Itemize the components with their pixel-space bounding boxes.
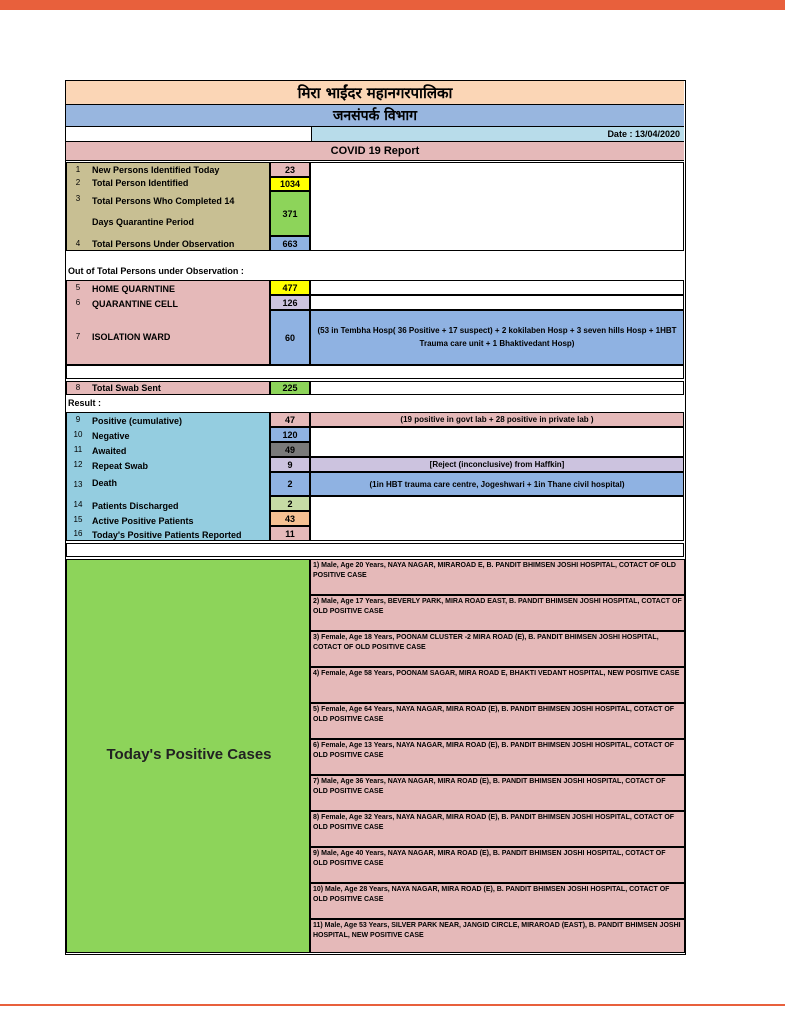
row-num: 6: [75, 298, 81, 308]
swab-note: [310, 381, 684, 395]
result-label: Active Positive Patients: [92, 515, 194, 526]
covid-report-sheet: [65, 80, 686, 955]
summary-label-line1: Total Persons Who Completed 14: [92, 195, 235, 206]
top-accent-bar: [0, 0, 785, 10]
observation-heading: Out of Total Persons under Observation :: [68, 266, 244, 276]
result-note: (1in HBT trauma care centre, Jogeshwari + 1in Thane civil hospital): [310, 472, 684, 496]
blank-row: [66, 365, 684, 379]
observation-value: 60: [270, 310, 310, 365]
result-value: 9: [270, 457, 310, 472]
case-entry: 11) Male, Age 53 Years, SILVER PARK NEAR, JANGID CIRCLE, MIRAROAD (EAST), B. PANDIT BHIMSEN JOSHI HOSPITAL, NEW POSITIVE CASE: [310, 919, 685, 953]
department-title: जनसंपर्क विभाग: [66, 105, 684, 127]
observation-label: ISOLATION WARD: [92, 331, 171, 342]
blank-row: [66, 543, 684, 557]
row-num: 5: [75, 283, 81, 293]
isolation-ward-note: (53 in Tembha Hosp( 36 Positive + 17 suspect) + 2 kokilaben Hosp + 3 seven hills Hosp + 1HBT Trauma care unit + 1 Bhaktivedant Hosp): [310, 310, 684, 365]
row-num: 12: [73, 460, 83, 470]
observation-note: [310, 280, 684, 295]
case-entry: 2) Male, Age 17 Years, BEVERLY PARK, MIRA ROAD EAST, B. PANDIT BHIMSEN JOSHI HOSPITAL, COTACT OF OLD POSITIVE CASE: [310, 595, 685, 631]
result-value: 11: [270, 526, 310, 541]
case-entry: 4) Female, Age 58 Years, POONAM SAGAR, MIRA ROAD E, BHAKTI VEDANT HOSPITAL, NEW POSITIVE CASE: [310, 667, 685, 703]
observation-label: HOME QUARNTINE: [92, 283, 175, 294]
row-num: 4: [75, 239, 81, 249]
summary-label: Total Persons Under Observation: [92, 238, 235, 249]
summary-value: 1034: [270, 177, 310, 191]
case-entry: 7) Male, Age 36 Years, NAYA NAGAR, MIRA ROAD (E), B. PANDIT BHIMSEN JOSHI HOSPITAL, COTACT OF OLD POSITIVE CASE: [310, 775, 685, 811]
case-entry: 5) Female, Age 64 Years, NAYA NAGAR, MIRA ROAD (E), B. PANDIT BHIMSEN JOSHI HOSPITAL, COTACT OF OLD POSITIVE CASE: [310, 703, 685, 739]
observation-label: QUARANTINE CELL: [92, 298, 178, 309]
summary-value: 371: [270, 191, 310, 236]
case-entry: 3) Female, Age 18 Years, POONAM CLUSTER -2 MIRA ROAD (E), B. PANDIT BHIMSEN JOSHI HOSPITAL, COTACT OF OLD POSITIVE CASE: [310, 631, 685, 667]
swab-value: 225: [270, 381, 310, 395]
corporation-title: मिरा भाईंदर महानगरपालिका: [66, 81, 684, 105]
case-entry: 6) Female, Age 13 Years, NAYA NAGAR, MIRA ROAD (E), B. PANDIT BHIMSEN JOSHI HOSPITAL, COTACT OF OLD POSITIVE CASE: [310, 739, 685, 775]
result-note: (19 positive in govt lab + 28 positive in private lab ): [310, 412, 684, 427]
result-label: Awaited: [92, 445, 127, 456]
summary-label-line2: Days Quarantine Period: [92, 216, 195, 227]
result-label: Negative: [92, 430, 130, 441]
case-entry: 1) Male, Age 20 Years, NAYA NAGAR, MIRAROAD E, B. PANDIT BHIMSEN JOSHI HOSPITAL, COTACT OF OLD POSITIVE CASE: [310, 559, 685, 595]
row-num: 14: [73, 500, 83, 510]
row-num: 11: [73, 445, 83, 455]
summary-value: 23: [270, 162, 310, 177]
row-num: 8: [75, 383, 81, 393]
row-num: 16: [73, 529, 83, 539]
todays-positive-cases-panel: [66, 559, 310, 953]
case-entry: 8) Female, Age 32 Years, NAYA NAGAR, MIRA ROAD (E), B. PANDIT BHIMSEN JOSHI HOSPITAL, COTACT OF OLD POSITIVE CASE: [310, 811, 685, 847]
report-date: Date : 13/04/2020: [311, 127, 684, 142]
result-value: 47: [270, 412, 310, 427]
row-num: 13: [73, 480, 83, 490]
case-entry: 9) Male, Age 40 Years, NAYA NAGAR, MIRA ROAD (E), B. PANDIT BHIMSEN JOSHI HOSPITAL, COTACT OF OLD POSITIVE CASE: [310, 847, 685, 883]
observation-value: 126: [270, 295, 310, 310]
header-blank-cell: [66, 127, 311, 142]
result-value: 43: [270, 511, 310, 526]
result-note: [Reject (inconclusive) from Haffkin]: [310, 457, 684, 472]
result-label: Patients Discharged: [92, 500, 179, 511]
row-num: 7: [75, 332, 81, 342]
result-note: [310, 427, 684, 457]
observation-note: [310, 295, 684, 310]
result-note: [310, 496, 684, 541]
row-num: 1: [75, 165, 81, 175]
todays-positive-cases-title: Today's Positive Cases: [106, 746, 272, 763]
observation-value: 477: [270, 280, 310, 295]
case-entry: 10) Male, Age 28 Years, NAYA NAGAR, MIRA ROAD (E), B. PANDIT BHIMSEN JOSHI HOSPITAL, COTACT OF OLD POSITIVE CASE: [310, 883, 685, 919]
summary-label: New Persons Identified Today: [92, 164, 220, 175]
result-label: Today's Positive Patients Reported: [92, 529, 242, 540]
row-num: 2: [75, 178, 81, 188]
result-label: Positive (cumulative): [92, 415, 183, 426]
summary-notes-cell: [310, 162, 684, 251]
summary-value: 663: [270, 236, 310, 251]
row-num: 3: [75, 194, 81, 204]
result-label: Repeat Swab: [92, 460, 149, 471]
row-num: 9: [75, 415, 81, 425]
row-num: 15: [73, 515, 83, 525]
result-heading: Result :: [68, 398, 102, 408]
result-value: 120: [270, 427, 310, 442]
report-title: COVID 19 Report: [66, 142, 684, 161]
bottom-accent-line: [0, 1004, 785, 1006]
result-value: 2: [270, 472, 310, 496]
summary-label: Total Person Identified: [92, 177, 189, 188]
result-label: Death: [92, 477, 118, 488]
result-value: 49: [270, 442, 310, 457]
swab-label: Total Swab Sent: [92, 382, 161, 393]
row-num: 10: [73, 430, 83, 440]
result-value: 2: [270, 496, 310, 511]
